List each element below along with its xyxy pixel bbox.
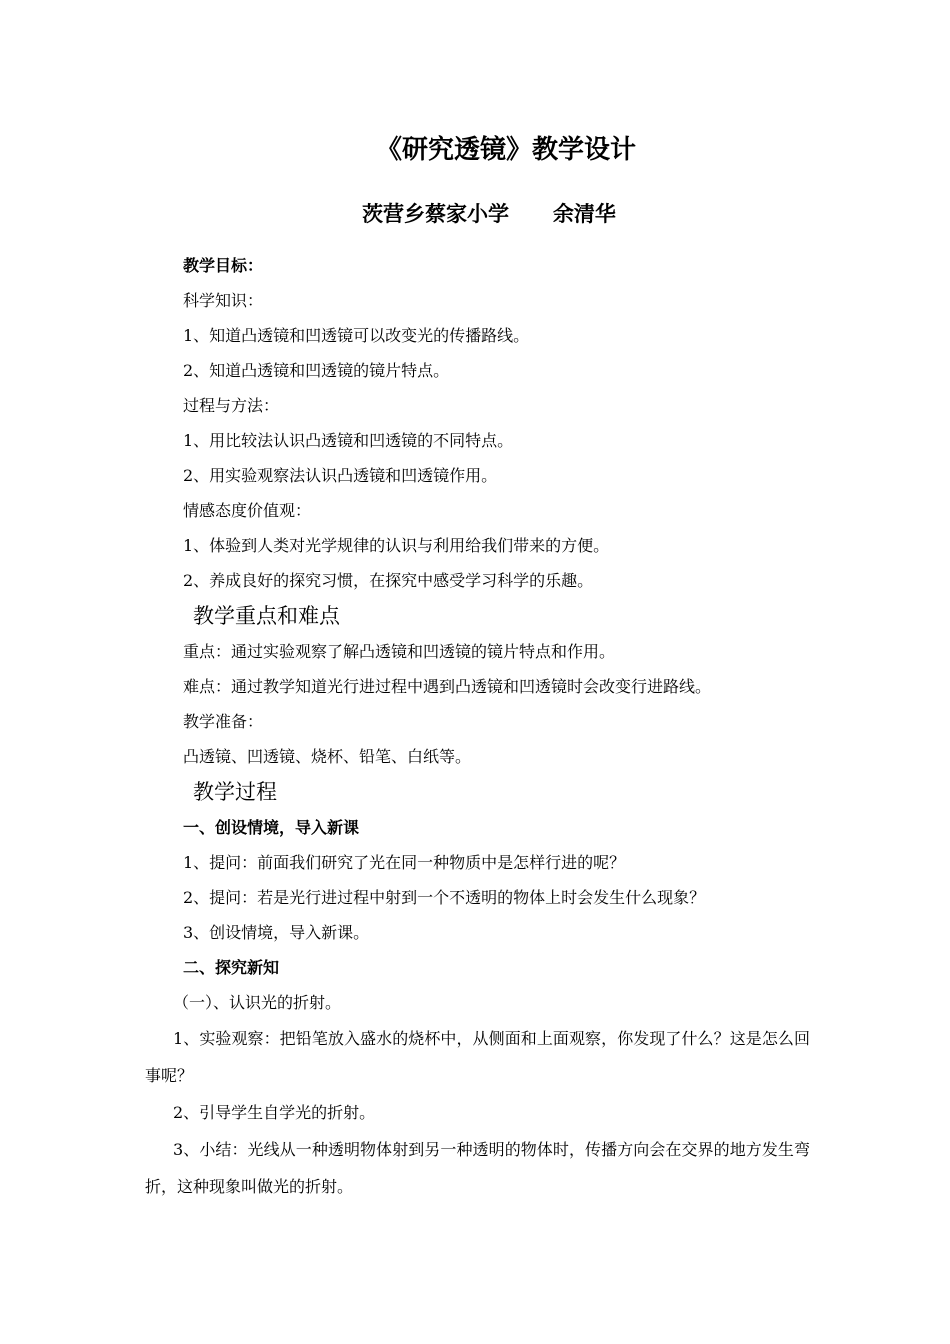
knowledge-item: 1、知道凸透镜和凹透镜可以改变光的传播路线。 [183, 326, 530, 345]
prep-label: 教学准备： [183, 712, 264, 731]
knowledge-label: 科学知识： [183, 291, 264, 310]
document-title: 《研究透镜》教学设计 [375, 135, 636, 165]
difficult-point: 难点：通过教学知道光行进过程中遇到凸透镜和凹透镜时会改变行进路线。 [183, 677, 712, 696]
section2-paragraph: 1、实验观察：把铅笔放入盛水的烧杯中，从侧面和上面观察，你发现了什么？这是怎么回事呢？ [145, 1029, 810, 1085]
prep-items: 凸透镜、凹透镜、烧杯、铅笔、白纸等。 [183, 747, 472, 766]
document-body [0, 248, 950, 1205]
process-item: 2、用实验观察法认识凸透镜和凹透镜作用。 [183, 466, 498, 485]
attitude-label: 情感态度价值观： [183, 501, 312, 520]
section2-subheading: （一）、认识光的折射。 [173, 993, 342, 1012]
key-points-heading: 教学重点和难点 [193, 604, 340, 628]
document-author: 茨营乡蔡家小学 余清华 [362, 202, 616, 226]
attitude-item: 1、体验到人类对光学规律的认识与利用给我们带来的方便。 [183, 536, 610, 555]
section1-heading: 一、创设情境，导入新课 [183, 818, 360, 837]
attitude-item: 2、养成良好的探究习惯，在探究中感受学习科学的乐趣。 [183, 571, 594, 590]
section2-paragraph: 3、小结：光线从一种透明物体射到另一种透明的物体时，传播方向会在交界的地方发生弯折，这种现象叫做光的折射。 [145, 1140, 810, 1196]
section2-paragraph: 2、引导学生自学光的折射。 [173, 1103, 376, 1122]
knowledge-item: 2、知道凸透镜和凹透镜的镜片特点。 [183, 361, 450, 380]
process-label: 过程与方法： [183, 396, 280, 415]
section2-heading: 二、探究新知 [183, 958, 280, 977]
process-heading: 教学过程 [193, 780, 277, 804]
section1-item: 2、提问：若是光行进过程中射到一个不透明的物体上时会发生什么现象？ [183, 888, 706, 907]
process-item: 1、用比较法认识凸透镜和凹透镜的不同特点。 [183, 431, 514, 450]
section1-item: 3、创设情境，导入新课。 [183, 923, 370, 942]
section1-item: 1、提问：前面我们研究了光在同一种物质中是怎样行进的呢？ [183, 853, 626, 872]
objectives-heading: 教学目标： [183, 256, 264, 275]
key-point: 重点：通过实验观察了解凸透镜和凹透镜的镜片特点和作用。 [183, 642, 616, 661]
